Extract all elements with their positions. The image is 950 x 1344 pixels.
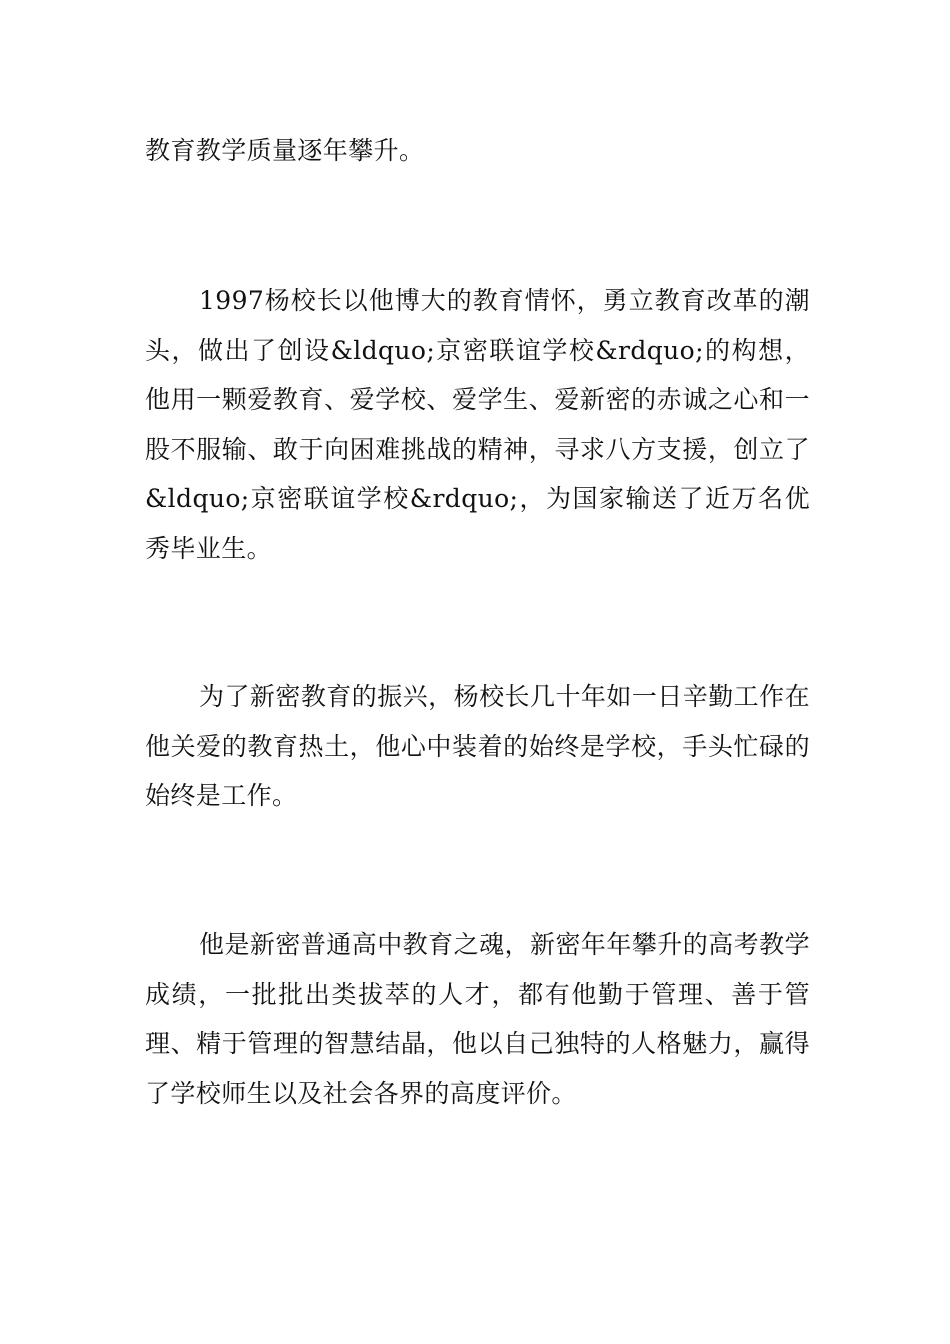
paragraph-continuation: 教育教学质量逐年攀升。	[145, 136, 425, 165]
paragraph-dedication: 为了新密教育的振兴，杨校长几十年如一日辛勤工作在他关爱的教育热土，他心中装着的始终是学校，手头忙碌的始终是工作。	[145, 682, 810, 811]
paragraph-achievements: 他是新密普通高中教育之魂，新密年年攀升的高考教学成绩，一批批出类拔萃的人才，都有他勤于管理、善于管理、精于管理的智慧结晶，他以自己独特的人格魅力，赢得了学校师生以及社会各界的高度评价。	[145, 930, 810, 1108]
paragraph-school-founding: 1997杨校长以他博大的教育情怀，勇立教育改革的潮头，做出了创设&ldquo;京密联谊学校&rdquo;的构想，他用一颗爱教育、爱学校、爱学生、爱新密的赤诚之心和一股不服输、敢于向困难挑战的精神，寻求八方支援，创立了&ldquo;京密联谊学校&rdquo;，为国家输送了近万名优秀毕业生。	[145, 286, 810, 563]
